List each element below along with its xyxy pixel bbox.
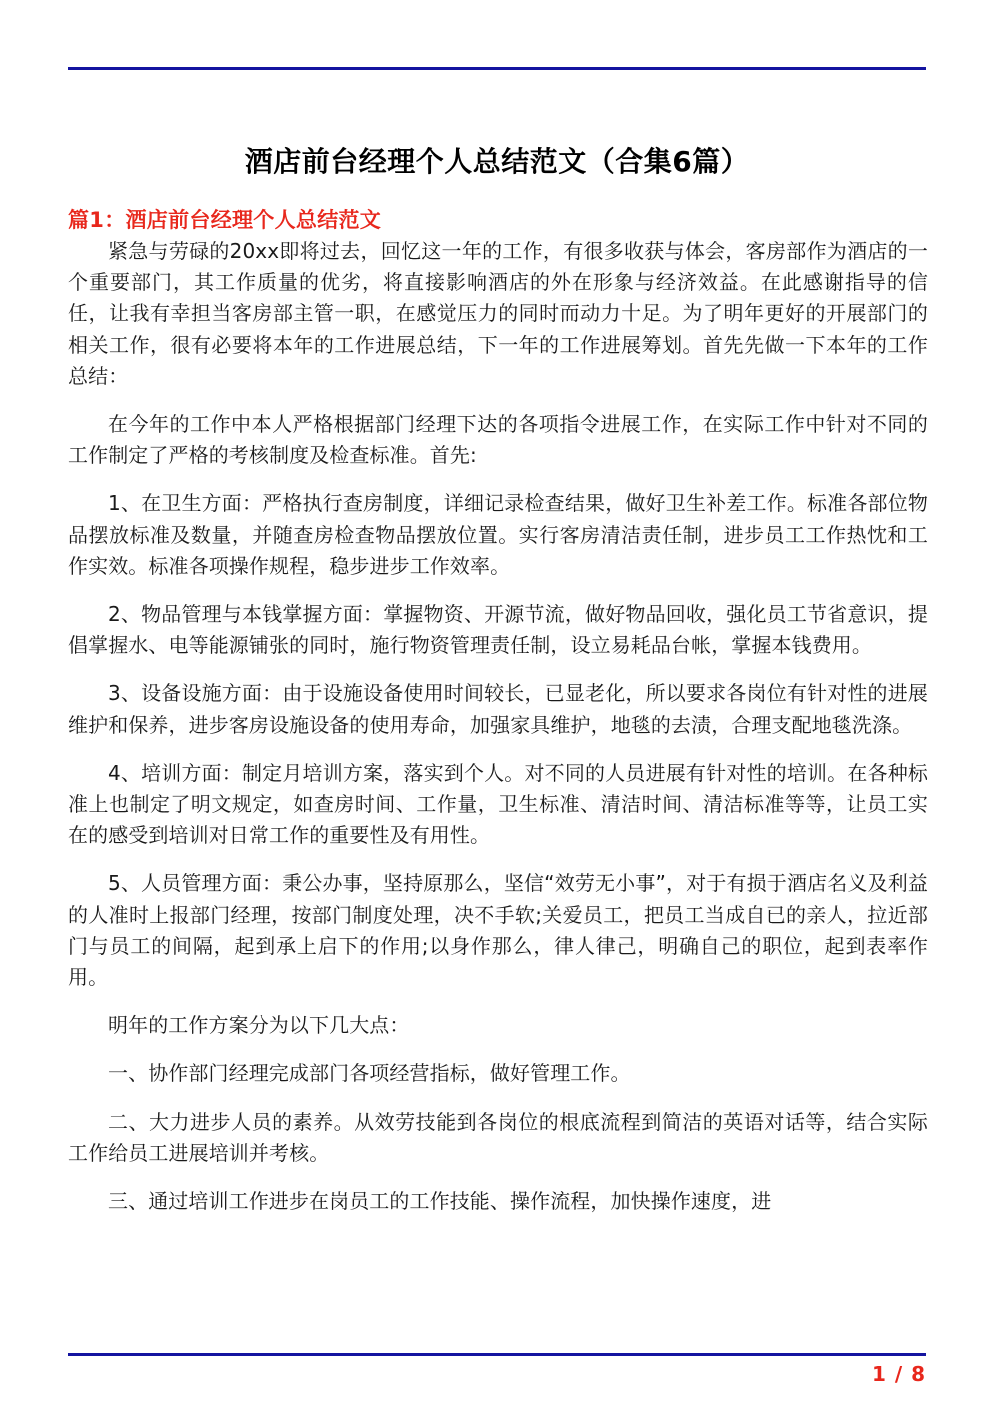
paragraph: 在今年的工作中本人严格根据部门经理下达的各项指令进展工作，在实际工作中针对不同的工作制定了严格的考核制度及检查标准。首先:: [68, 412, 928, 468]
footer-divider: [68, 1353, 926, 1356]
header-divider: [68, 67, 926, 70]
paragraph: 紧急与劳碌的20xx即将过去，回忆这一年的工作，有很多收获与体会，客房部作为酒店的一个重要部门，其工作质量的优劣，将直接影响酒店的外在形象与经济效益。在此感谢指导的信任，让我有幸担当客房部主管一职，在感觉压力的同时而动力十足。为了明年更好的开展部门的相关工作，很有必要将本年的工作进展总结，下一年的工作进展筹划。首先先做一下本年的工作总结：: [68, 239, 928, 388]
paragraph: 二、大力进步人员的素养。从效劳技能到各岗位的根底流程到简洁的英语对话等，结合实际工作给员工进展培训并考核。: [68, 1109, 928, 1165]
paragraph: 5、人员管理方面：秉公办事，坚持原那么，坚信“效劳无小事”，对于有损于酒店名义及利益的人准时上报部门经理，按部门制度处理，决不手软;关爱员工，把员工当成自已的亲人，拉近部门与员工的间隔，起到承上启下的作用;以身作那么，律人律己，明确自己的职位，起到表率作用。: [68, 871, 928, 990]
page-title: 酒店前台经理个人总结范文（合集6篇）: [244, 144, 750, 178]
page-number: 1 / 8: [871, 1362, 926, 1386]
section-heading: 篇1：酒店前台经理个人总结范文: [68, 208, 382, 233]
paragraph: 一、协作部门经理完成部门各项经营指标，做好管理工作。: [108, 1061, 631, 1086]
paragraph: 3、设备设施方面：由于设施设备使用时间较长，已显老化，所以要求各岗位有针对性的进展维护和保养，进步客房设施设备的使用寿命，加强家具维护，地毯的去渍，合理支配地毯洗涤。: [68, 681, 928, 737]
paragraph: 明年的工作方案分为以下几大点：: [108, 1013, 410, 1038]
paragraph: 三、通过培训工作进步在岗员工的工作技能、操作流程，加快操作速度，进: [108, 1189, 772, 1214]
document-body: [68, 236, 928, 1217]
paragraph: 2、物品管理与本钱掌握方面：掌握物资、开源节流，做好物品回收，强化员工节省意识，提倡掌握水、电等能源铺张的同时，施行物资管理责任制，设立易耗品台帐，掌握本钱费用。: [68, 602, 928, 658]
paragraph: 1、在卫生方面：严格执行查房制度，详细记录检查结果，做好卫生补差工作。标准各部位物品摆放标准及数量，并随查房检查物品摆放位置。实行客房清洁责任制，进步员工工作热忱和工作实效。标准各项操作规程，稳步进步工作效率。: [68, 491, 928, 578]
paragraph: 4、培训方面：制定月培训方案，落实到个人。对不同的人员进展有针对性的培训。在各种标准上也制定了明文规定，如查房时间、工作量，卫生标准、清洁时间、清洁标准等等，让员工实在的感受到培训对日常工作的重要性及有用性。: [68, 760, 928, 848]
